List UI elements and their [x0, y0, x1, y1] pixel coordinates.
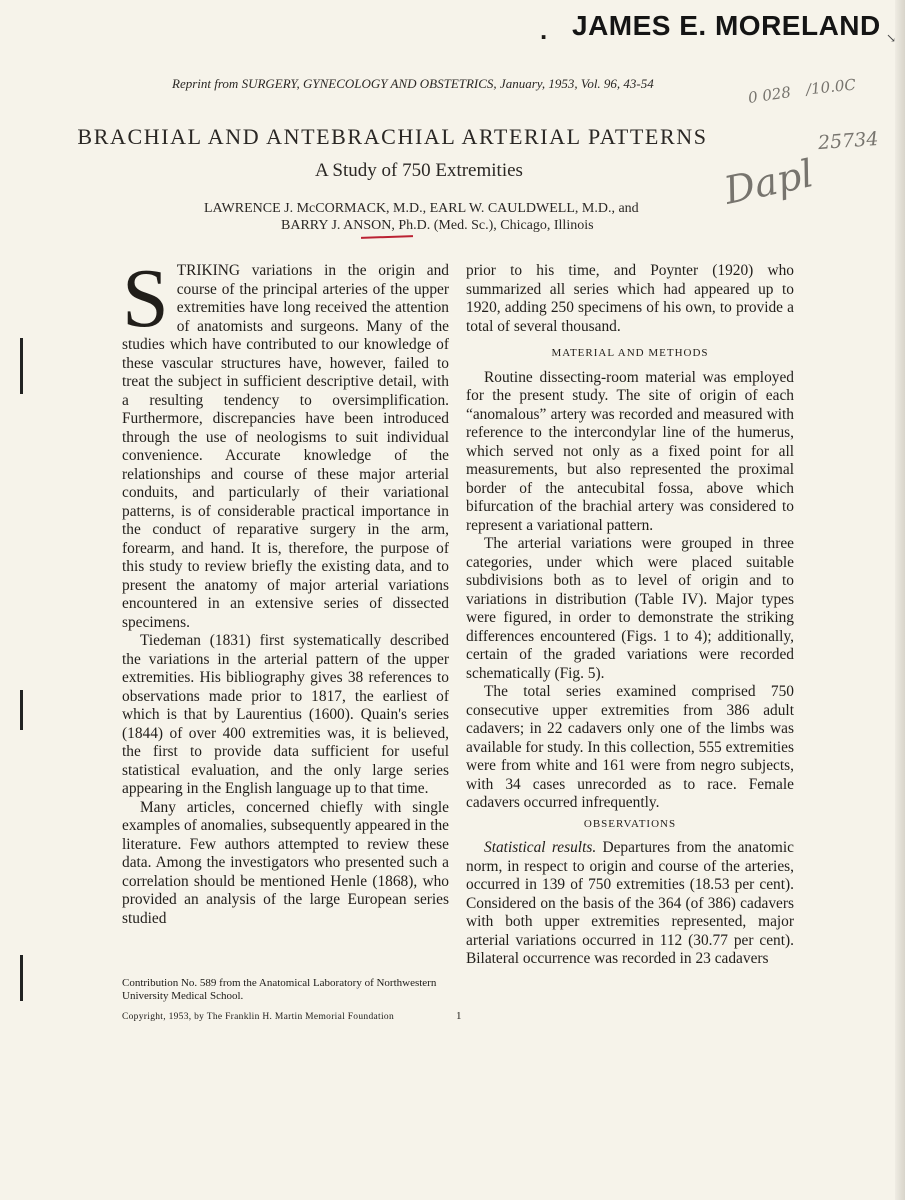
article-title: BRACHIAL AND ANTEBRACHIAL ARTERIAL PATTERNS — [77, 124, 708, 149]
red-underline-mark — [361, 235, 413, 239]
margin-bracket — [20, 955, 23, 1001]
reprint-line: Reprint from SURGERY, GYNECOLOGY AND OBSTETRICS, January, 1953, Vol. 96, 43-54 — [172, 76, 654, 91]
corner-mark-icon: ↘ — [886, 31, 897, 45]
authors-line-1: LAWRENCE J. McCORMACK, M.D., EARL W. CAULDWELL, M.D., and — [204, 201, 639, 216]
paragraph: Tiedeman (1831) first systematically described the variations in the arterial pattern of the upper extremities. His bibliography gives 38 references to observations made prior to 1817, the earliest of which is that by Laurentius (1600). Quain's series (1844) of over 400 extremities was, it is believed, the first to provide data sufficient for useful statistical evaluation, and the only large series appearing in the English language up to that time. — [122, 632, 449, 797]
paragraph: Routine dissecting-room material was employed for the present study. The site of origin of each “anomalous” artery was recorded and measured with reference to the intercondylar line of the humerus, which served not only as a fixed point for all measurements, but also represented the proximal border of the antecubital fossa, above which bifurcation of the brachial artery was considered to represent a variational pattern. — [466, 368, 794, 534]
paragraph: STRIKING variations in the origin and course of the principal arteries of the upper extremities have long received the attention of anatomists and surgeons. Many of the studies which have contributed to our knowledge of these vascular structures have, however, failed to treat the subject in sufficient descriptive detail, with a resulting tendency to oversimplification. Furthermore, discrepancies have been introduced through the use of neologisms to suit individual convenience. Accurate knowledge of the relationships and course of these major arterial conduits, and particularly of their variational patterns, is of considerable practical importance in the conduct of reparative surgery in the arm, forearm, and hand. It is, therefore, the purpose of this study to review briefly the existing data, and to present the anatomy of major arterial variations encountered in an extensive series of dissected specimens. — [122, 252, 449, 631]
margin-bracket — [20, 690, 23, 730]
paragraph: prior to his time, and Poynter (1920) who summarized all series which had appeared up to 1920, adding 250 specimens of his own, to provide a total of several thousand. — [466, 262, 794, 335]
footnote: Contribution No. 589 from the Anatomical Laboratory of Northwestern University Medical School. — [122, 977, 437, 1002]
left-column — [122, 252, 449, 928]
paragraph: The total series examined comprised 750 consecutive upper extremities from 386 adult cadavers; in 22 cadavers only one of the limbs was available for study. In this collection, 555 extremities were from white and 161 were from negro subjects, with 34 cases unrecorded as to race. Female cadavers occurred infrequently. — [466, 683, 794, 811]
section-heading-observations: OBSERVATIONS — [583, 817, 677, 830]
italic-run-in-heading: Statistical results. — [484, 839, 597, 856]
page-number: 1 — [456, 1010, 462, 1022]
handwritten-slash-note: /10.0C — [805, 75, 857, 99]
copyright-line: Copyright, 1953, by The Franklin H. Martin Memorial Foundation — [122, 1012, 395, 1022]
page-edge-shadow — [895, 0, 905, 1200]
paragraph: Statistical results. Departures from the anatomic norm, in respect to origin and course of the arteries, occurred in 139 of 750 extremities (18.53 per cent). Considered on the basis of the 364 (of 386) cadavers with both upper extremities represented, major arterial variations occurred in 112 (30.77 per cent). Bilateral occurrence was recorded in 23 cadavers — [466, 839, 794, 967]
section-heading-methods: MATERIAL AND METHODS — [551, 347, 709, 359]
handwritten-catalog-number: 25734 — [817, 127, 880, 155]
paragraph: Many articles, concerned chiefly with single examples of anomalies, subsequently appeared in the literature. Few authors attempted to review these data. Among the investigators who presented such a correlation should be mentioned Henle (1868), who provided an analysis of the large European series studied — [122, 798, 449, 927]
drop-cap: S — [122, 252, 169, 345]
handwritten-ref-number: 0 028 — [746, 83, 792, 107]
owner-name-stamp: JAMES E. MORELAND — [572, 10, 881, 41]
authors-line-2: BARRY J. ANSON, Ph.D. (Med. Sc.), Chicago, Illinois — [281, 218, 594, 233]
margin-bracket — [20, 338, 23, 394]
handwritten-initials: Dapl — [720, 151, 818, 213]
article-subtitle: A Study of 750 Extremities — [315, 160, 523, 181]
right-column — [466, 262, 794, 969]
stamp-dot: . — [540, 15, 548, 45]
paragraph: The arterial variations were grouped in three categories, under which were placed suitable subdivisions both as to level of origin and to variations in distribution (Table IV). Major types were figured, in order to demonstrate the striking differences encountered (Figs. 1 to 4); additionally, certain of the graded variations were recorded schematically (Fig. 5). — [466, 535, 794, 682]
